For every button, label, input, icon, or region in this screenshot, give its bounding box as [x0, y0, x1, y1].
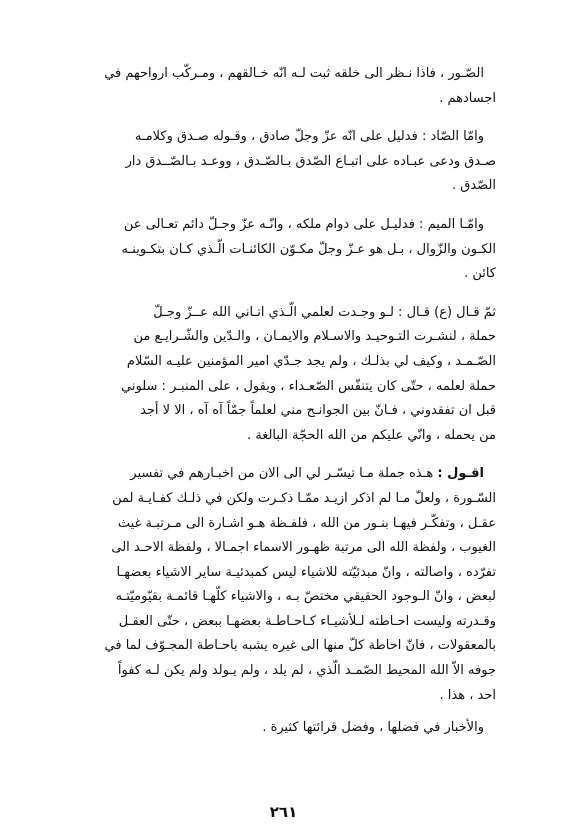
text-line: احد ، هذا .	[439, 687, 496, 703]
page-body	[72, 62, 496, 741]
page-number: ٢٦١	[269, 803, 298, 821]
text-line: عقـل ، وتفكّـر فيهـا بنـور من الله ، فلفـظة هـو اشـارة الى مـرتبـة غيث	[117, 515, 496, 531]
text-line: الغيوب ، ولفظة الله الى مرتبة ظهـور الاسماء اجمـالا ، ولفظة الاحـد الى	[111, 540, 496, 556]
text-line: حملة ، لنشـرت التـوحيـد والاسـلام والايمـان ، والـدّين والشّـرايـع من	[133, 329, 496, 345]
text-line: وامّـا الميم : فدليـل على دوام ملكه ، وانّـه عزّ وجـلّ دائم تعـالى عن	[123, 216, 484, 232]
text-line: بالمعقولات ، فانّ احاطة كلّ منها الى غيره يشبه باحـاطة المجـوّف لما في	[104, 638, 496, 654]
text-line: تفرّده ، واصالته ، وانّ مبدئيّته للاشياء ليس كمبدئيـة ساير الاشياء بعضهـا	[116, 564, 496, 580]
text-line: اجسادهم .	[439, 90, 496, 106]
text-line: كائن .	[464, 266, 496, 282]
paragraph-commentary	[72, 462, 496, 708]
text-line: ثمّ قـال (ع) قـال : لـو وجـدت لعلمي الّـذي اتـاني الله عــزّ وجـلّ	[153, 304, 496, 320]
text-line: وامّا الصّاد : فدليل على انّه عزّ وجلّ صادق ، وقـوله صـدق وكلامـه	[134, 129, 484, 145]
text-line: لبعض ، وانّ الـوجود الحقيقي مختصّ بـه ، والاشياء كلّهـا قائمـة بقيّوميّتـه	[115, 589, 496, 605]
text-line: حملة لعلمه ، حتّى كان يتنفّس الصّعـداء ، ويقول ، على المنبـر : سلوني	[121, 378, 496, 394]
text-line: جوفه الاّ الله المحيط الصّمـد الّذي ، لم يلد ، ولم يـولد ولم يكن لـه كفواً	[117, 663, 496, 679]
commentary-lead: اقـول :	[437, 466, 484, 482]
paragraph-mim	[72, 213, 496, 287]
text-line: الصّدق .	[451, 178, 496, 194]
text-line: والأخبار في فضلها ، وفضل قرائتها كثيرة .	[262, 720, 484, 736]
paragraph-hadith	[72, 301, 496, 449]
paragraph-sad	[72, 125, 496, 199]
text-line: صـدق ودعى عبـاده على اتبـاع الصّدق بـالصّـدق ، ووعـد بـالصّــدق دار	[125, 153, 496, 169]
text-line: وقـدرته وليست احـاطته لـلأشيـاء كـاحـاطـة بعضهـا ببعض ، حتّى العقـل	[118, 613, 496, 629]
commentary-first-rest: هـذه جملة مـا تيسّـر لي الى الان من اخبـارهم في تفسير	[130, 466, 438, 482]
text-line-first	[72, 462, 496, 487]
text-line: الكـون والزّوال ، بـل هو عـزّ وجلّ مكـوّن الكائنـات الّـذي كـان بتكـوينـه	[121, 241, 496, 257]
text-line: الصّـور ، فاذا نـظر الى خلقه ثبت لـه انّه خـالقهم ، ومـركّب ارواحهم في	[104, 66, 484, 81]
paragraph-closing	[72, 716, 496, 741]
paragraph-1	[72, 62, 496, 111]
text-line: قبل ان تفقدوني ، فـانّ بين الجوانـح مني لعلماً جمّاً آه آه ، الا لا أجد	[140, 403, 496, 419]
text-line: السّـورة ، ولعلّ مـا لم اذكر ازيـد ممّـا ذكـرت ولكن في ذلـك كفـايـة لمن	[112, 490, 496, 506]
text-line: الصّـمـد ، وكيف لي بذلـك ، ولم يجد جـدّي امير المؤمنين عليـه السّلام	[126, 353, 496, 369]
text-line: من يحمله ، وانّي عليكم من الله الحجّة البالغة .	[246, 427, 496, 443]
